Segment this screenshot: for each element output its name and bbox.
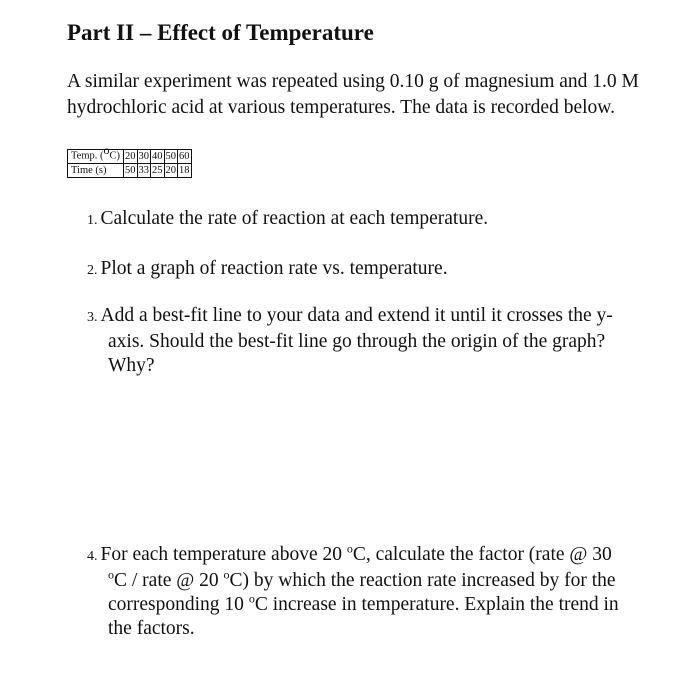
time-cell: 20	[165, 164, 177, 176]
question-text: Plot a graph of reaction rate vs. temperature.	[100, 258, 448, 279]
time-label: Time (s)	[68, 164, 124, 178]
question-text-line-2: axis. Should the best-fit line go through the origin of the graph?	[108, 331, 606, 352]
time-row	[68, 164, 192, 178]
question-number: 1.	[87, 213, 98, 228]
question-text-line-4: the factors.	[108, 618, 195, 639]
time-cell: 33	[138, 164, 150, 176]
question-text-line-1: Add a best-fit line to your data and extend it until it crosses the y-	[100, 305, 613, 326]
temp-cell: 30	[138, 150, 150, 162]
question-1	[87, 207, 488, 233]
question-text: Calculate the rate of reaction at each temperature.	[100, 208, 489, 229]
intro-line-2: hydrochloric acid at various temperatures. The data is recorded below.	[67, 97, 615, 118]
temp-cell: 40	[152, 150, 163, 162]
question-4: 4. For each temperature above 20 $^o$C, calculate the factor (rate @ 30 $^o$C / rate @ 20 $^o$C) by which the reaction rate increased by for the corresponding 10 $^o$C increase in temperature. Explain the trend in the factors.	[87, 541, 619, 639]
question-number: 3.	[87, 310, 98, 325]
question-3	[87, 304, 613, 378]
question-text-line-3: corresponding 10 $^o$C increase in temperature. Explain the trend in	[108, 591, 619, 615]
temp-label: Temp. ($^o$C)	[68, 150, 124, 164]
question-number: 2.	[87, 263, 98, 278]
question-text-line-3: Why?	[108, 355, 155, 376]
time-cell: 50	[125, 164, 136, 176]
intro-paragraph	[67, 69, 682, 121]
page-title: Part II – Effect of Temperature	[67, 20, 374, 45]
question-text-line-2: $^o$C / rate @ 20 $^o$C) by which the reaction rate increased by for the	[108, 567, 616, 591]
question-number: 4.	[87, 549, 98, 564]
temp-cell: 60	[179, 150, 190, 162]
temp-cell: 20	[125, 150, 136, 162]
time-cell: 25	[152, 164, 163, 176]
intro-line-1: A similar experiment was repeated using 0.10 g of magnesium and 1.0 M	[67, 71, 639, 92]
temp-row	[68, 150, 192, 164]
temp-cell: 50	[165, 150, 177, 162]
time-cell: 18	[179, 164, 190, 176]
data-table	[67, 143, 192, 178]
question-2	[87, 257, 448, 283]
